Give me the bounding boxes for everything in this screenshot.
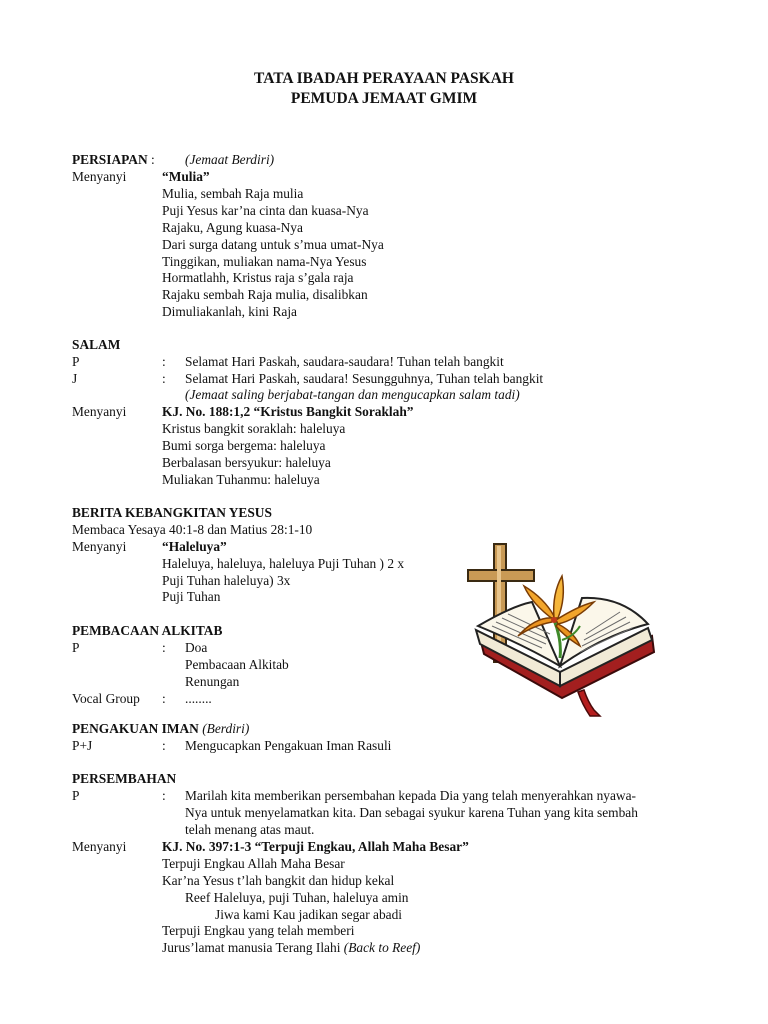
lyric-line-with-note [162, 939, 420, 956]
pengakuan-heading: PENGAKUAN IMAN [72, 721, 199, 736]
salam-p-text: Selamat Hari Paskah, saudara-saudara! Tuhan telah bangkit [185, 354, 504, 369]
reef-line: Jiwa kami Kau jadikan segar abadi [215, 907, 403, 922]
persembahan-colon: : [162, 788, 166, 803]
lyric-line: Rajaku sembah Raja mulia, disalibkan [162, 287, 368, 302]
lyric-text: Jurus’lamat manusia Terang Ilahi [162, 940, 341, 955]
persiapan-heading-row [72, 151, 155, 168]
pembacaan-item: Renungan [185, 674, 240, 689]
persiapan-heading: PERSIAPAN [72, 152, 148, 167]
lyric-line: Kar’na Yesus t’lah bangkit dan hidup kekal [162, 873, 395, 888]
persembahan-text-line: Nya untuk menyelamatkan kita. Dan sebagai syukur karena Tuhan yang kita sembah [185, 805, 638, 820]
reef-line: Reef Haleluya, puji Tuhan, haleluya amin [185, 890, 409, 905]
pengakuan-text: Mengucapkan Pengakuan Iman Rasuli [185, 738, 392, 753]
persembahan-text-line: telah menang atas maut. [185, 822, 315, 837]
lyric-line: Dari surga datang untuk s’mua umat-Nya [162, 237, 384, 252]
salam-song-title: KJ. No. 188:1,2 “Kristus Bangkit Soraklah” [162, 404, 414, 419]
salam-p-colon: : [162, 354, 166, 369]
persiapan-colon: : [151, 152, 155, 167]
salam-j-text: Selamat Hari Paskah, saudara! Sesungguhnya, Tuhan telah bangkit [185, 371, 544, 386]
pengakuan-colon: : [162, 738, 166, 753]
lyric-line: Dimuliakanlah, kini Raja [162, 304, 297, 319]
persembahan-heading: PERSEMBAHAN [72, 771, 177, 786]
persembahan-song-title: KJ. No. 397:1-3 “Terpuji Engkau, Allah Maha Besar” [162, 839, 469, 854]
vocal-group-colon: : [162, 691, 166, 706]
persembahan-text-line: Marilah kita memberikan persembahan kepada Dia yang telah menyerahkan nyawa- [185, 788, 636, 803]
back-to-reef-note: (Back to Reef) [343, 940, 421, 955]
salam-j-label: J [72, 371, 78, 386]
salam-p-label: P [72, 354, 80, 369]
lyric-line: Haleluya, haleluya, haleluya Puji Tuhan ) 2 x [162, 556, 405, 571]
cross-lily-bible-illustration [462, 540, 658, 724]
lyric-line: Puji Tuhan haleluya) 3x [162, 573, 291, 588]
lyric-line: Hormatlahh, Kristus raja s’gala raja [162, 270, 354, 285]
salam-j-colon: : [162, 371, 166, 386]
lyric-line: Bumi sorga bergema: haleluya [162, 438, 326, 453]
doc-title-line1: TATA IBADAH PERAYAAN PASKAH [254, 70, 514, 87]
salam-menyanyi-label: Menyanyi [72, 404, 127, 419]
vocal-group-label: Vocal Group [72, 691, 140, 706]
pembacaan-heading: PEMBACAAN ALKITAB [72, 623, 223, 638]
berita-menyanyi-label: Menyanyi [72, 539, 127, 554]
vocal-group-value: ........ [185, 691, 212, 706]
pengakuan-note: (Berdiri) [202, 721, 250, 736]
lyric-line: Terpuji Engkau yang telah memberi [162, 923, 355, 938]
persiapan-note: (Jemaat Berdiri) [185, 152, 275, 167]
pengakuan-heading-row [72, 720, 249, 737]
lyric-line: Berbalasan bersyukur: haleluya [162, 455, 331, 470]
lyric-line: Terpuji Engkau Allah Maha Besar [162, 856, 345, 871]
berita-reading: Membaca Yesaya 40:1-8 dan Matius 28:1-10 [72, 522, 313, 537]
salam-heading: SALAM [72, 337, 121, 352]
salam-note: (Jemaat saling berjabat-tangan dan mengucapkan salam tadi) [185, 387, 520, 402]
pembacaan-item: Pembacaan Alkitab [185, 657, 289, 672]
pembacaan-item: Doa [185, 640, 208, 655]
doc-title-line2: PEMUDA JEMAAT GMIM [290, 90, 478, 107]
lyric-line: Mulia, sembah Raja mulia [162, 186, 304, 201]
persembahan-menyanyi-label: Menyanyi [72, 839, 127, 854]
lyric-line: Puji Yesus kar’na cinta dan kuasa-Nya [162, 203, 369, 218]
persiapan-song-title: “Mulia” [162, 169, 210, 184]
pembacaan-p-label: P [72, 640, 80, 655]
lyric-line: Tinggikan, muliakan nama-Nya Yesus [162, 254, 367, 269]
persembahan-p-label: P [72, 788, 80, 803]
lyric-line: Muliakan Tuhanmu: haleluya [162, 472, 320, 487]
persiapan-menyanyi-label: Menyanyi [72, 169, 127, 184]
lyric-line: Rajaku, Agung kuasa-Nya [162, 220, 303, 235]
pengakuan-label: P+J [72, 738, 93, 753]
berita-song-title: “Haleluya” [162, 539, 227, 554]
lyric-line: Kristus bangkit soraklah: haleluya [162, 421, 346, 436]
lyric-line: Puji Tuhan [162, 589, 221, 604]
pembacaan-colon: : [162, 640, 166, 655]
berita-heading: BERITA KEBANGKITAN YESUS [72, 505, 272, 520]
